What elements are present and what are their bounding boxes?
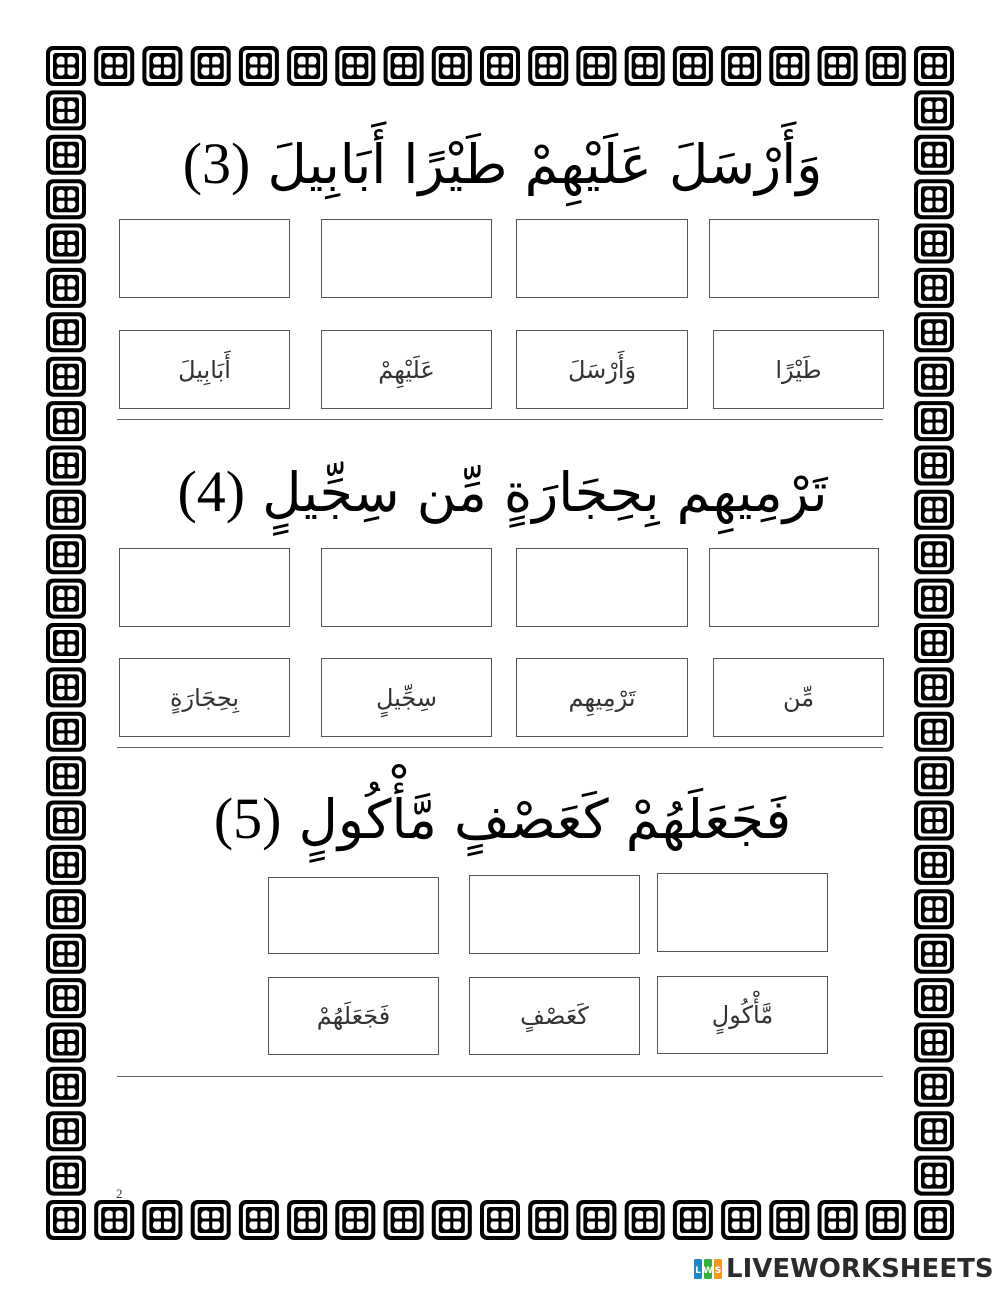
clover-border-icon [914,978,954,1018]
clover-border-icon [914,401,954,441]
clover-border-icon [914,667,954,707]
answer-slot-4-4[interactable] [119,548,290,627]
answer-slot-4-1[interactable] [709,548,879,627]
clover-border-icon [335,46,375,86]
clover-border-icon [480,46,520,86]
clover-border-icon [46,579,86,619]
verse-4-number: (4) [177,459,246,524]
answer-slot-3-1[interactable] [709,219,879,298]
clover-border-icon [46,224,86,264]
liveworksheets-logo-icon [693,1257,723,1281]
clover-border-icon [239,46,279,86]
clover-border-icon [914,934,954,974]
clover-border-icon [335,1200,375,1240]
clover-border-icon [94,46,134,86]
clover-border-icon [142,1200,182,1240]
verse-3-number: (3) [182,131,251,196]
clover-border-icon [46,1111,86,1151]
clover-border-icon [818,1200,858,1240]
clover-border-icon [46,135,86,175]
answer-slot-4-2[interactable] [516,548,688,627]
clover-border-icon [46,889,86,929]
clover-border-icon [866,46,906,86]
clover-border-icon [432,46,472,86]
word-tile-5-3[interactable]: فَجَعَلَهُمْ [268,977,439,1055]
clover-border-icon [46,801,86,841]
answer-slot-3-4[interactable] [119,219,290,298]
clover-border-icon [46,1200,86,1240]
liveworksheets-brand [693,1254,994,1284]
verse-5 [120,786,885,851]
brand-name: LIVEWORKSHEETS [726,1254,994,1284]
verse-5-number: (5) [213,786,282,851]
clover-border-icon [914,1111,954,1151]
clover-border-icon [46,667,86,707]
clover-border-icon [914,889,954,929]
page-mark: 2 [116,1186,123,1201]
clover-border-icon [576,46,616,86]
clover-border-icon [866,1200,906,1240]
section-divider [117,1076,883,1077]
clover-border-icon [914,224,954,264]
section-divider [117,747,883,748]
clover-border-icon [673,1200,713,1240]
logo-letter-w: W [703,1266,713,1276]
clover-border-icon [914,90,954,130]
clover-border-icon [769,46,809,86]
clover-border-icon [384,46,424,86]
word-tile-5-2[interactable]: كَعَصْفٍ [469,977,640,1055]
clover-border-icon [46,623,86,663]
clover-border-icon [914,46,954,86]
word-tile-4-1[interactable]: مِّن [713,658,884,737]
clover-border-icon [528,46,568,86]
clover-border-icon [46,357,86,397]
clover-border-icon [46,90,86,130]
clover-border-icon [46,1067,86,1107]
clover-border-icon [384,1200,424,1240]
clover-border-icon [46,312,86,352]
clover-border-icon [625,1200,665,1240]
verse-5-text: فَجَعَلَهُمْ كَعَصْفٍ مَّأْكُولٍ [298,788,792,851]
clover-border-icon [46,490,86,530]
answer-slot-3-2[interactable] [516,219,688,298]
clover-border-icon [914,179,954,219]
clover-border-icon [914,756,954,796]
clover-border-icon [46,712,86,752]
answer-slot-5-2[interactable] [469,875,640,954]
clover-border-icon [46,179,86,219]
clover-border-icon [142,46,182,86]
clover-border-icon [914,1067,954,1107]
clover-border-icon [914,623,954,663]
clover-border-icon [914,135,954,175]
verse-3-text: وَأَرْسَلَ عَلَيْهِمْ طَيْرًا أَبَابِيلَ [267,133,823,196]
clover-border-icon [769,1200,809,1240]
clover-border-icon [914,312,954,352]
clover-border-icon [914,579,954,619]
clover-border-icon [46,1023,86,1063]
clover-border-icon [287,1200,327,1240]
clover-border-icon [528,1200,568,1240]
answer-slot-5-3[interactable] [268,877,439,954]
clover-border-icon [480,1200,520,1240]
clover-border-icon [914,268,954,308]
clover-border-icon [914,801,954,841]
clover-border-icon [432,1200,472,1240]
clover-border-icon [46,268,86,308]
clover-border-icon [914,357,954,397]
clover-border-icon [914,1023,954,1063]
word-tile-3-1[interactable]: طَيْرًا [713,330,884,409]
word-tile-4-4[interactable]: بِحِجَارَةٍ [119,658,290,737]
clover-border-icon [287,46,327,86]
word-tile-5-1[interactable]: مَّأْكُولٍ [657,976,828,1054]
verse-4-text: تَرْمِيهِم بِحِجَارَةٍ مِّن سِجِّيلٍ [262,461,828,524]
clover-border-icon [673,46,713,86]
clover-border-icon [576,1200,616,1240]
clover-border-icon [191,1200,231,1240]
clover-border-icon [46,446,86,486]
clover-border-icon [914,1200,954,1240]
logo-letter-l: L [695,1266,701,1276]
clover-border-icon [625,46,665,86]
clover-border-icon [94,1200,134,1240]
clover-border-icon [46,46,86,86]
word-tile-4-3[interactable]: سِجِّيلٍ [321,658,492,737]
clover-border-icon [721,1200,761,1240]
clover-border-icon [914,534,954,574]
clover-border-icon [721,46,761,86]
clover-border-icon [46,978,86,1018]
word-tile-4-2[interactable]: تَرْمِيهِم [516,658,688,737]
clover-border-icon [46,845,86,885]
logo-letter-s: S [714,1266,722,1276]
word-tile-3-2[interactable]: وَأَرْسَلَ [516,330,688,409]
clover-border-icon [914,845,954,885]
clover-border-icon [46,534,86,574]
clover-border-icon [818,46,858,86]
clover-border-icon [914,446,954,486]
answer-slot-4-3[interactable] [321,548,492,627]
clover-border-icon [191,46,231,86]
clover-border-icon [46,756,86,796]
word-tile-3-4[interactable]: أَبَابِيلَ [119,330,290,409]
clover-border-icon [914,1156,954,1196]
clover-border-icon [46,401,86,441]
answer-slot-3-3[interactable] [321,219,492,298]
verse-3 [120,131,885,196]
clover-border-icon [239,1200,279,1240]
word-tile-3-3[interactable]: عَلَيْهِمْ [321,330,492,409]
clover-border-icon [46,934,86,974]
clover-border-icon [914,490,954,530]
clover-border-icon [914,712,954,752]
clover-border-icon [46,1156,86,1196]
answer-slot-5-1[interactable] [657,873,828,952]
verse-4 [120,459,885,524]
section-divider [117,419,883,420]
